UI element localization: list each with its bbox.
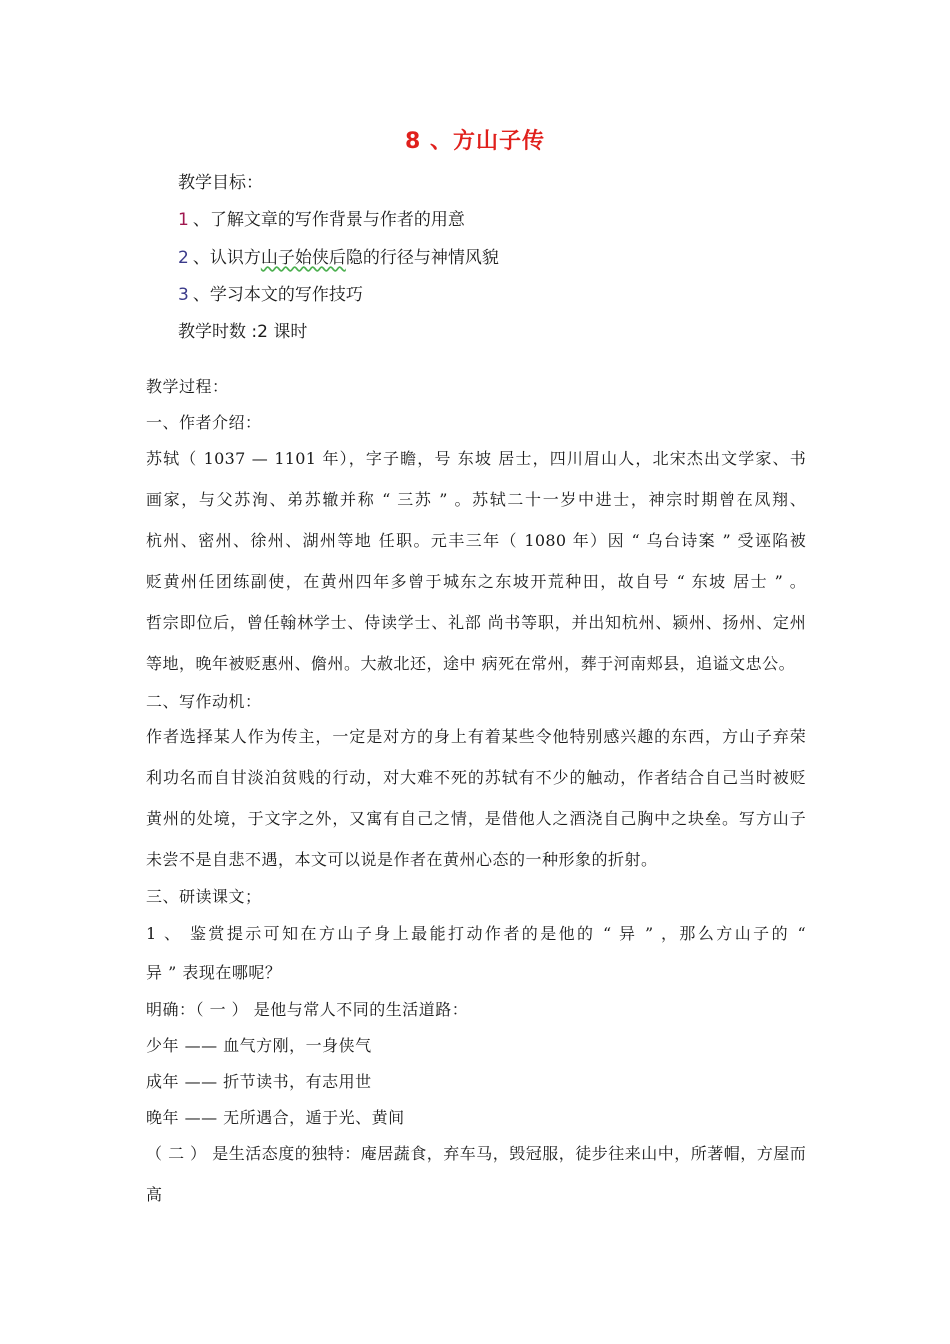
question-1-line: 异 ” 表现在哪呢？ — [146, 963, 282, 982]
study-heading: 三、研读课文； — [146, 887, 262, 906]
author-paragraph-line: 哲宗即位后，曾任翰林学士、侍读学士、礼部 尚书等职，并出知杭州、颍州、扬州、定州 — [146, 613, 806, 632]
life-stage-item: 成年 —— 折节读书，有志用世 — [146, 1072, 372, 1091]
process-heading: 教学过程： — [146, 377, 229, 396]
question-1-line: 1 、 鉴赏提示可知在方山子身上最能打动作者的是他的 “ 异 ” ，那么方山子的 “ — [146, 924, 806, 943]
objective-item-1 — [178, 205, 465, 230]
objective-number: 3 — [178, 285, 189, 305]
objective-item-3 — [178, 280, 363, 305]
objective-text: 、学习本文的写作技巧 — [192, 285, 363, 305]
author-paragraph-line: 等地，晚年被贬惠州、儋州。大赦北还，途中 病死在常州，葬于河南郏县，追谥文忠公。 — [146, 654, 796, 673]
author-paragraph-line: 苏轼（ 1037 — 1101 年），字子瞻，号 东坡 居士，四川眉山人，北宋杰出文学家、书 — [146, 449, 806, 468]
life-stage-item: 少年 —— 血气方刚，一身侠气 — [146, 1036, 372, 1055]
teaching-hours: 教学时数 :2 课时 — [178, 322, 308, 342]
objective-text-part-a: 、认识方 — [192, 248, 261, 268]
objective-number: 2 — [178, 248, 189, 268]
author-paragraph-line: 贬黄州任团练副使，在黄州四年多曾于城东之东坡开荒种田，故自号 “ 东坡 居士 ” 。 — [146, 572, 806, 591]
attitude-line: 高 — [146, 1185, 163, 1204]
document-title: 8 、方山子传 — [405, 129, 545, 154]
objective-number: 1 — [178, 210, 189, 230]
objectives-heading: 教学目标： — [178, 173, 263, 193]
answer-intro: 明确：（ 一 ） 是他与常人不同的生活道路： — [146, 1000, 469, 1019]
author-paragraph-line: 杭州、密州、徐州、湖州等地 任职。元丰三年（ 1080 年）因 “ 乌台诗案 ” 受诬陷被 — [146, 531, 806, 550]
objective-text-part-b: 隐的行径与神情风貌 — [345, 248, 499, 268]
motive-heading: 二、写作动机： — [146, 692, 262, 711]
life-stage-item: 晚年 —— 无所遇合，遁于光、黄间 — [146, 1108, 405, 1127]
spellcheck-underlined-text: 山子始侠后 — [260, 248, 346, 268]
motive-paragraph-line: 利功名而自甘淡泊贫贱的行动，对大难不死的苏轼有不少的触动，作者结合自己当时被贬 — [146, 768, 806, 787]
motive-paragraph-line: 作者选择某人作为传主，一定是对方的身上有着某些令他特别感兴趣的东西，方山子弃荣 — [146, 727, 806, 746]
attitude-line: （ 二 ） 是生活态度的独特：庵居蔬食，弃车马，毁冠服，徒步往来山中，所著帽，方屋而 — [146, 1144, 806, 1163]
motive-paragraph-line: 未尝不是自悲不遇，本文可以说是作者在黄州心态的一种形象的折射。 — [146, 850, 658, 869]
motive-paragraph-line: 黄州的处境，于文字之外，又寓有自己之情，是借他人之酒浇自己胸中之块垒。写方山子 — [146, 809, 806, 828]
objective-item-2 — [178, 243, 499, 268]
author-paragraph-line: 画家，与父苏洵、弟苏辙并称 “ 三苏 ” 。苏轼二十一岁中进士，神宗时期曾在凤翔、 — [146, 490, 806, 509]
author-heading: 一、作者介绍： — [146, 413, 262, 432]
objective-text: 、了解文章的写作背景与作者的用意 — [192, 210, 465, 230]
